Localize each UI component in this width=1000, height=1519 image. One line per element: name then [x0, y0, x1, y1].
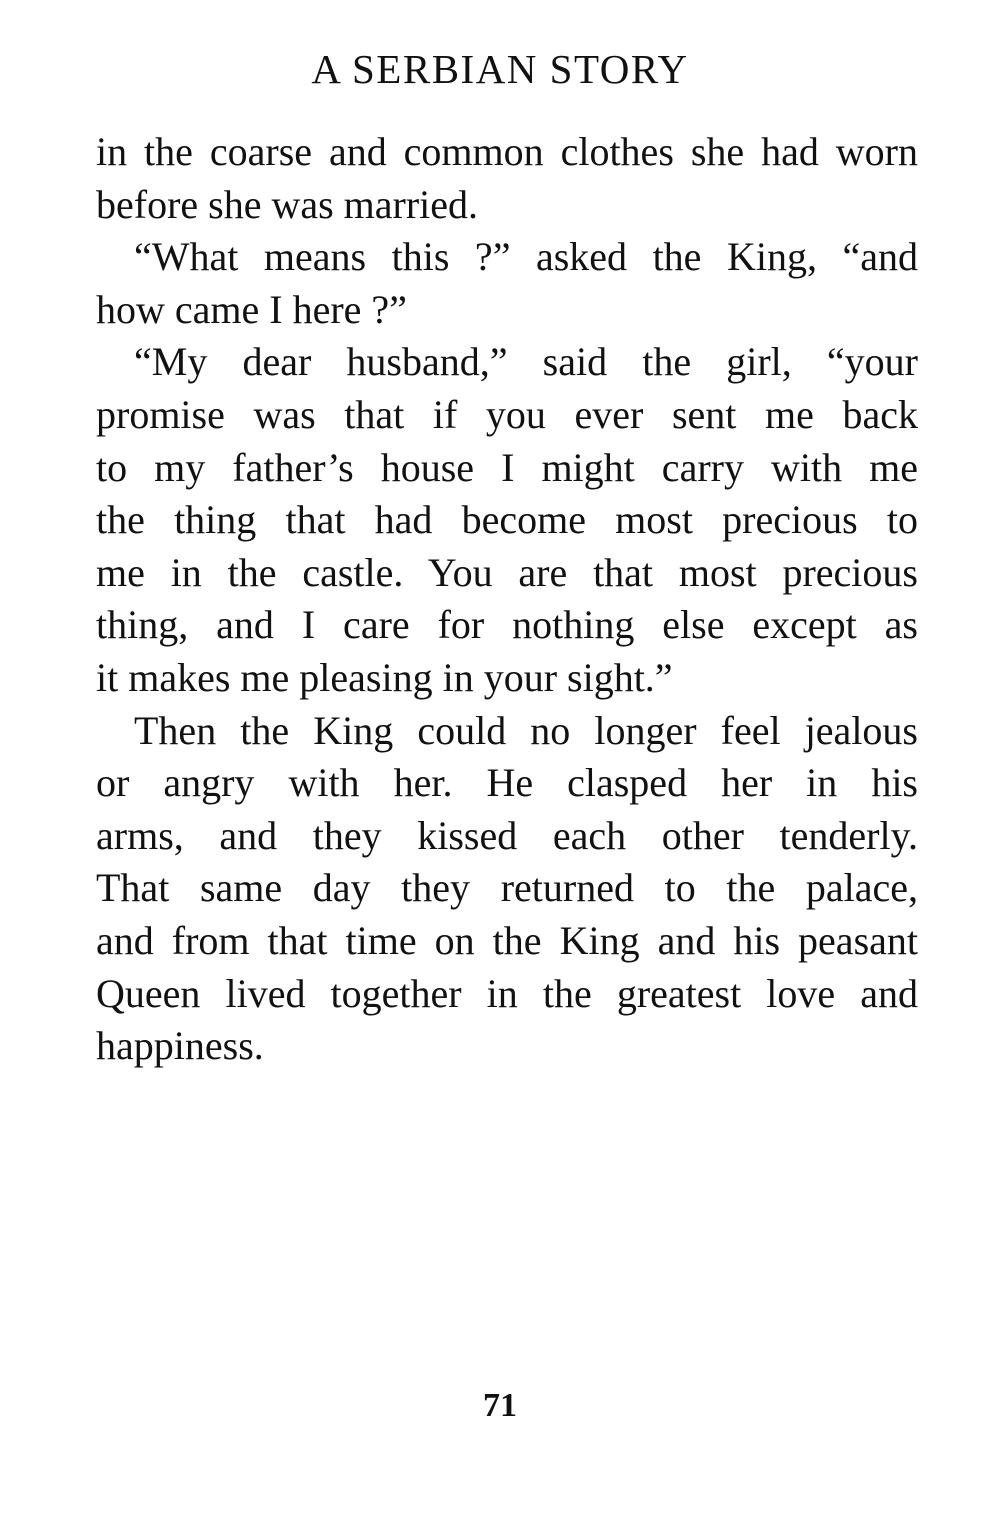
text-line: “My dear husband,” said the girl, “your	[134, 339, 918, 385]
text-line: and from that time on the King and his peasant	[96, 917, 918, 963]
text-line: Queen lived together in the greatest love and	[96, 970, 918, 1016]
text-line: the thing that had become most precious to	[96, 497, 918, 543]
text-line: in the coarse and common clothes she had worn	[96, 129, 918, 174]
text-line: to my father’s house I might carry with me	[96, 444, 918, 490]
text-line: That same day they returned to the palace,	[96, 865, 918, 911]
page-number: 71	[483, 1387, 517, 1424]
text-line: “What means this ?” asked the King, “and	[134, 234, 918, 280]
text-line: how came I here ?”	[96, 286, 407, 332]
text-line: Then the King could no longer feel jealous	[134, 707, 918, 753]
running-head: A SERBIAN STORY	[311, 46, 689, 92]
text-line: thing, and I care for nothing else except as	[96, 602, 918, 648]
text-line: happiness.	[96, 1023, 264, 1069]
text-line: promise was that if you ever sent me back	[96, 391, 918, 437]
body-text	[96, 126, 918, 1073]
text-line: it makes me pleasing in your sight.”	[96, 654, 673, 700]
text-line: before she was married.	[96, 181, 479, 227]
text-line: arms, and they kissed each other tenderly.	[96, 812, 918, 858]
text-line: me in the castle. You are that most precious	[96, 549, 918, 595]
text-line: or angry with her. He clasped her in his	[96, 760, 918, 806]
